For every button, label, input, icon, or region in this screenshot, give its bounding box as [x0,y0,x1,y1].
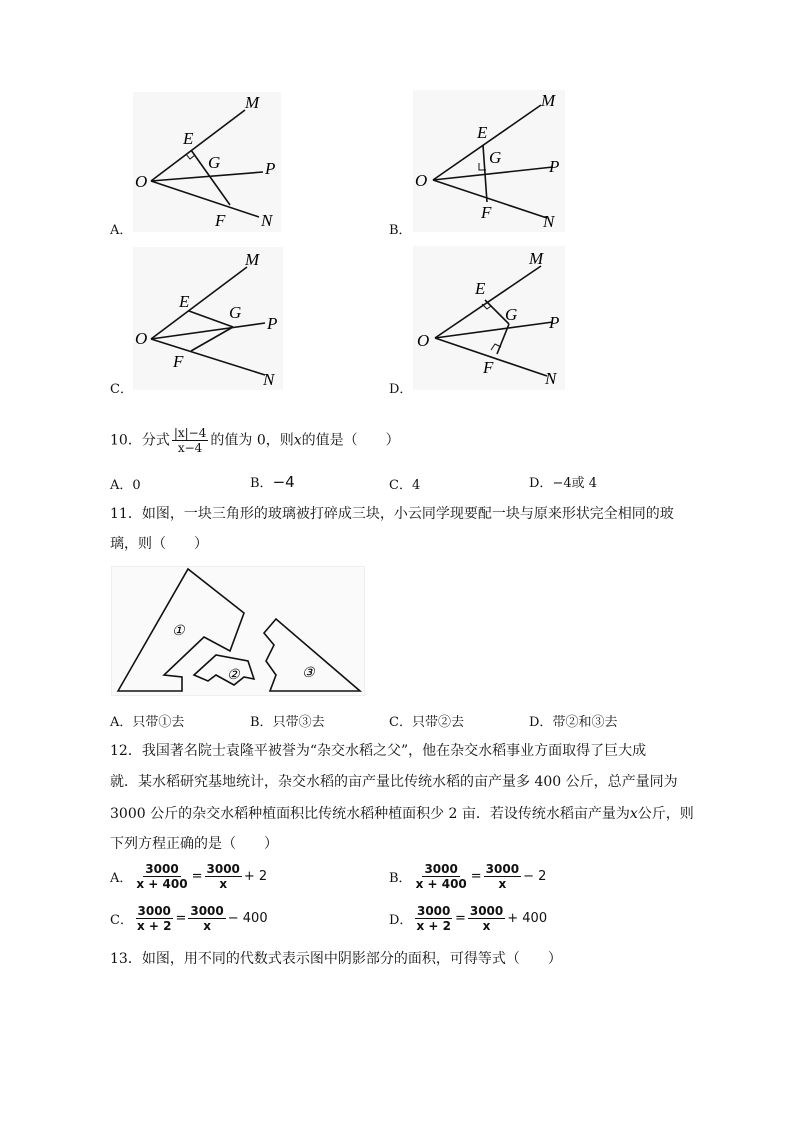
option-b-label: B． [389,223,412,238]
svg-text:O: O [417,331,430,350]
glass-piece-2 [194,655,254,685]
question-10-suffix2: 的值是（ ） [301,432,400,449]
q11-option-c: C．只带②去 [389,715,464,730]
svg-text:②: ② [227,668,240,683]
svg-text:E: E [475,279,486,298]
figure-b [413,90,565,232]
svg-text:G: G [208,153,221,172]
q12-option-c: C． $\frac{3000}{x + 2}$ = $\frac{3000}{x}$ − 400 [110,904,268,933]
svg-text:M: M [541,91,556,110]
option-c-label: C． [110,382,133,397]
figure-d-svg [413,246,565,390]
svg-text:G: G [489,148,502,167]
q11-option-a: A．只带①去 [110,715,185,730]
svg-text:E: E [477,123,488,142]
svg-text:N: N [545,369,557,388]
svg-text:P: P [549,313,560,332]
question-12-line4: 下列方程正确的是（ ） [110,836,278,852]
question-13: 13．如图，用不同的代数式表示图中阴影部分的面积，可得等式（ ） [110,951,562,967]
svg-text:P: P [549,157,560,176]
question-12-line2: 就．某水稻研究基地统计，杂交水稻的亩产量比传统水稻的亩产量多 400 公斤，总产量同为 [110,774,678,790]
q12-option-d: D． $\frac{3000}{x + 2}$ = $\frac{3000}{x}$ + 400 [389,904,548,933]
svg-text:F: F [483,358,494,377]
svg-text:E: E [183,129,194,148]
fraction-denominator: x−4 [177,441,203,455]
svg-text:N: N [261,211,273,230]
q10-option-b: B．−4 [250,473,295,491]
question-11-line1: 11．如图，一块三角形的玻璃被打碎成三块，小云同学现要配一块与原来形状完全相同的玻 [110,506,674,522]
glass-figure-svg [112,567,364,695]
svg-text:M: M [529,249,544,268]
question-10-number: 10． [110,432,142,449]
question-12-line1: 12．我国著名院士袁隆平被誉为“杂交水稻之父”，他在杂交水稻事业方面取得了巨大成 [110,743,647,759]
q10-option-c: C．4 [389,478,421,493]
svg-text:M: M [245,250,260,269]
svg-text:P: P [267,314,278,333]
svg-text:P: P [265,159,276,178]
question-10-var: x [293,432,302,449]
q11-option-b: B．只带③去 [250,715,325,730]
svg-text:M: M [245,93,260,112]
option-d-label: D． [389,382,413,397]
svg-text:O: O [135,329,148,348]
svg-text:E: E [179,292,190,311]
figure-c [133,247,283,390]
svg-text:F: F [215,211,226,230]
svg-text:F: F [481,203,492,222]
q10-option-d: D．−4或 4 [529,476,598,491]
svg-text:N: N [543,212,555,231]
svg-text:①: ① [172,624,185,639]
question-11-line2: 璃，则（ ） [110,536,208,552]
question-10 [110,426,400,455]
question-10-fraction [172,426,209,455]
figure-a-svg [133,92,281,232]
question-10-prefix: 分式 [141,432,170,449]
figure-c-svg [133,247,283,390]
q12-option-b: B． $\frac{3000}{x + 400}$ = $\frac{3000}{x}$ − 2 [389,862,547,891]
q10-option-a: A．0 [110,478,141,493]
figure-b-svg [413,90,565,232]
q11-option-d: D．带②和③去 [529,715,618,730]
svg-text:O: O [135,172,148,191]
svg-text:③: ③ [302,666,315,681]
svg-text:F: F [173,352,184,371]
option-a-label: A． [110,223,133,238]
question-10-suffix: 的值为 0，则 [210,432,294,449]
figure-a [133,92,281,232]
svg-text:G: G [229,303,242,322]
fraction-numerator: |x|−4 [173,426,207,440]
svg-text:O: O [415,171,428,190]
glass-figure [111,566,365,696]
q12-option-a: A． $\frac{3000}{x + 400}$ = $\frac{3000}{x}$ + 2 [110,862,268,891]
figure-d [413,246,565,390]
svg-text:G: G [505,305,518,324]
question-12-line3: 3000 公斤的杂交水稻种植面积比传统水稻种植面积少 2 亩．若设传统水稻亩产量为x公斤，则 [110,806,694,822]
svg-text:N: N [263,370,275,389]
